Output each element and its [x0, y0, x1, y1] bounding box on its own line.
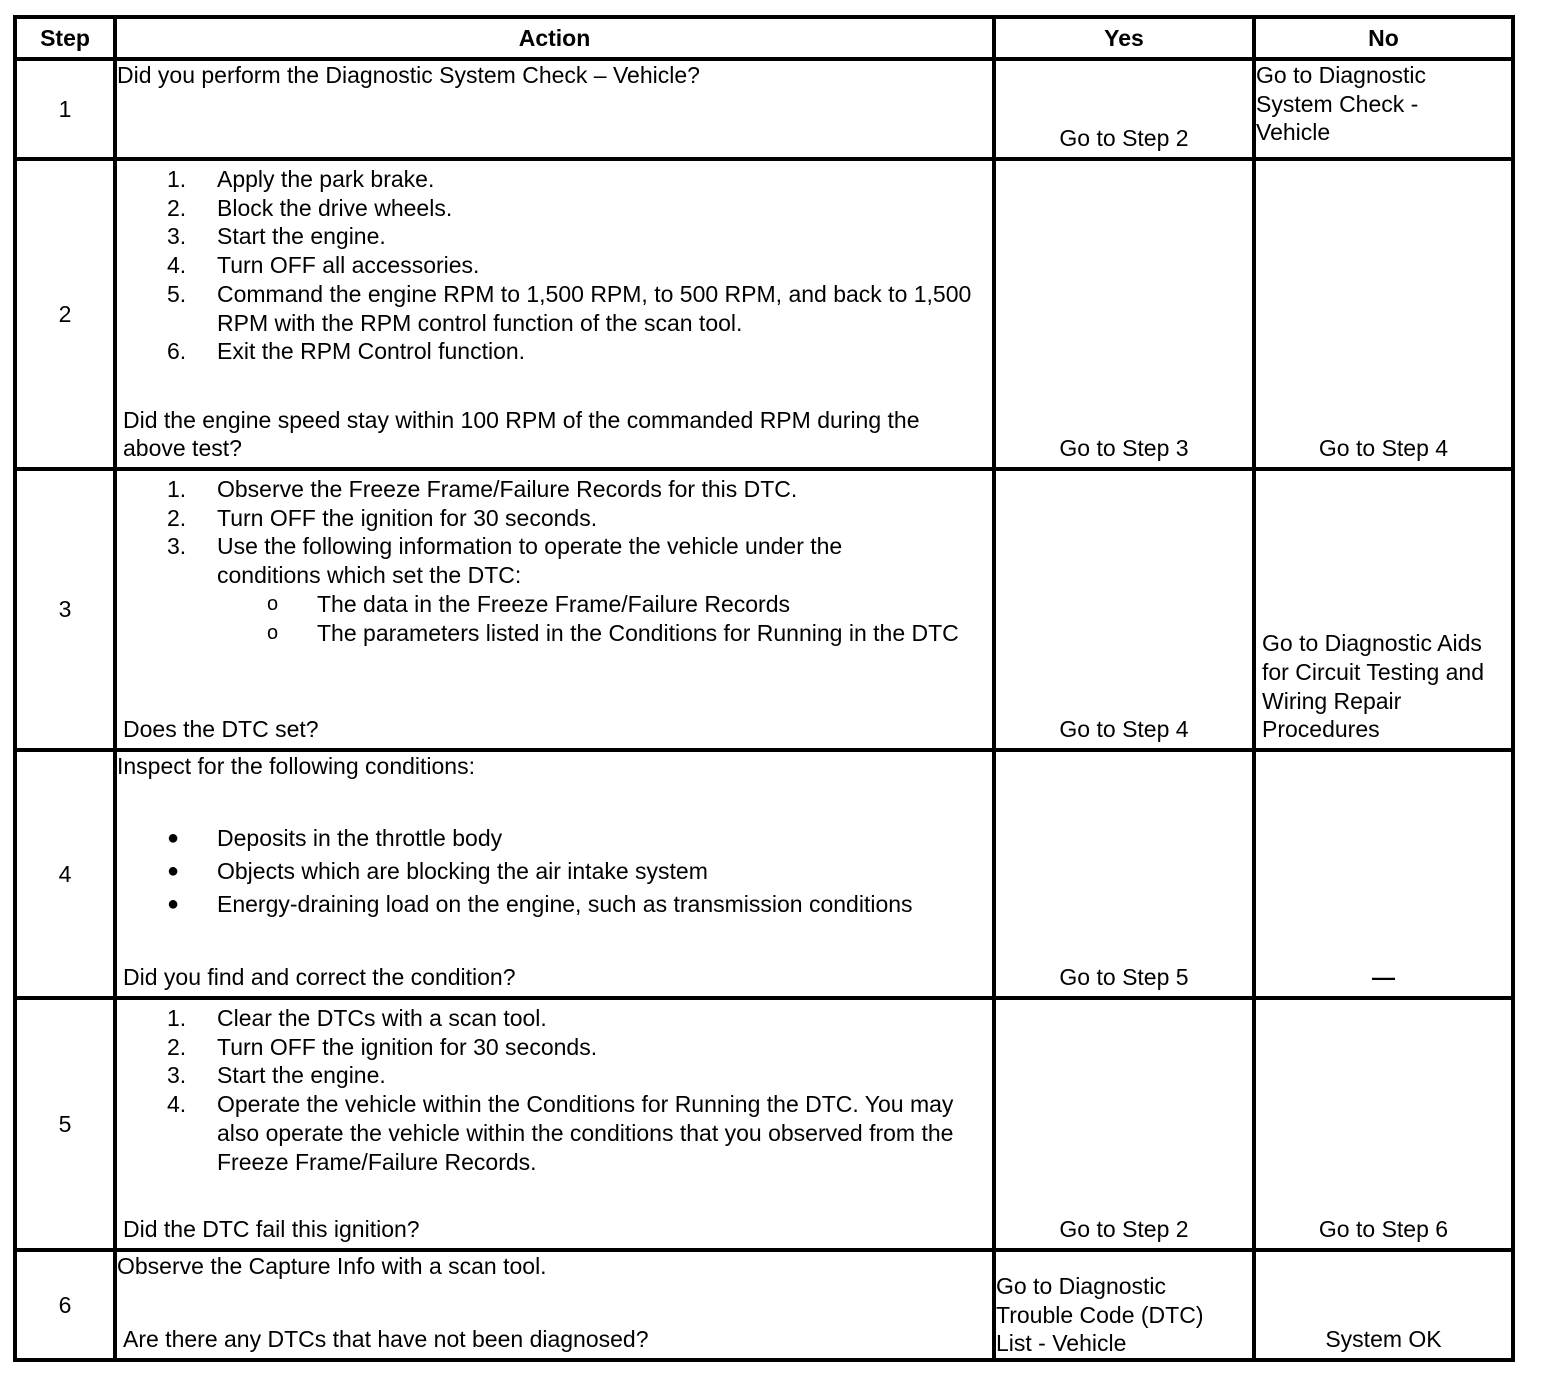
no-text: —: [1372, 964, 1395, 991]
list-text: Start the engine.: [217, 223, 386, 250]
list-text: Command the engine RPM to 1,500 RPM, to 500 RPM, and back to 1,500 RPM with the RPM control function of the scan tool.: [217, 280, 972, 336]
no-cell: [1254, 750, 1513, 998]
question-text: Does the DTC set?: [123, 716, 319, 743]
list-item: [117, 222, 992, 251]
list-text: Turn OFF all accessories.: [217, 252, 480, 279]
table-row-step-6: [15, 1250, 1513, 1360]
no-text-line: Procedures: [1262, 716, 1380, 743]
no-cell: [1254, 469, 1513, 750]
list-number: 2.: [167, 1033, 187, 1060]
list-item: [117, 337, 992, 366]
list-item: [117, 504, 992, 533]
list-text: Apply the park brake.: [217, 166, 435, 192]
list-text: Use the following information to operate the vehicle under the conditions which set the DTC:: [217, 533, 843, 589]
list-number: 2.: [167, 194, 187, 221]
yes-text: Go to Step 5: [1059, 964, 1189, 991]
step-number: 1: [15, 59, 115, 159]
list-text: Deposits in the throttle body: [217, 824, 503, 851]
table-row-step-1: [15, 59, 1513, 159]
no-text-line: System Check -: [1256, 90, 1419, 117]
list-text: Exit the RPM Control function.: [217, 338, 526, 365]
table-row-step-4: [15, 750, 1513, 998]
intro-text: Inspect for the following conditions:: [117, 753, 475, 779]
list-item: [117, 251, 992, 280]
list-item: [117, 194, 992, 223]
action-text: Did you perform the Diagnostic System Check – Vehicle?: [117, 62, 700, 88]
list-number: 1.: [167, 1005, 187, 1031]
no-text: Go to Step 6: [1318, 1216, 1449, 1243]
yes-text-line: Trouble Code (DTC): [996, 1301, 1204, 1328]
yes-cell: [994, 469, 1254, 750]
step-number: 5: [15, 998, 115, 1250]
list-number: 6.: [167, 338, 187, 365]
no-text-line: for Circuit Testing and: [1262, 658, 1485, 685]
question-text: Did the DTC fail this ignition?: [123, 1216, 420, 1243]
no-text-line: Wiring Repair: [1262, 687, 1402, 714]
step-number: 3: [15, 469, 115, 750]
header-step: Step: [15, 17, 115, 59]
list-item: [117, 1090, 992, 1176]
list-number: 3.: [167, 1062, 187, 1089]
sub-bullet: o: [267, 621, 279, 644]
table-row-step-2: [15, 159, 1513, 469]
list-text: Operate the vehicle within the Conditions for Running the DTC. You may also operate the vehicle within the conditions that you observed from the Freeze Frame/Failure Records.: [217, 1091, 954, 1175]
sub-list-item: [117, 590, 992, 619]
list-number: 3.: [167, 223, 187, 250]
header-no: No: [1254, 17, 1513, 59]
table-row-step-5: [15, 998, 1513, 1250]
no-cell: [1254, 59, 1513, 159]
action-cell: [115, 469, 994, 750]
no-cell: [1254, 1250, 1513, 1360]
list-text: Clear the DTCs with a scan tool.: [217, 1005, 547, 1031]
yes-text: Go to Step 3: [1059, 435, 1189, 462]
list-item: [117, 532, 992, 589]
question-text-line: Did the engine speed stay within 100 RPM of the commanded RPM during the: [123, 406, 920, 433]
list-text: Observe the Freeze Frame/Failure Records for this DTC.: [217, 476, 798, 502]
list-item: [117, 1061, 992, 1090]
list-number: 2.: [167, 504, 187, 531]
sub-text: The data in the Freeze Frame/Failure Records: [317, 590, 790, 617]
sub-text: The parameters listed in the Conditions for Running in the DTC: [317, 619, 959, 646]
list-number: 3.: [167, 533, 187, 560]
list-number: 4.: [167, 1091, 187, 1118]
step-number: 4: [15, 750, 115, 998]
action-cell: [115, 159, 994, 469]
yes-text: Go to Step 4: [1059, 716, 1189, 743]
yes-cell: [994, 1250, 1254, 1360]
no-text-line: Vehicle: [1256, 119, 1331, 146]
list-text: Start the engine.: [217, 1062, 386, 1089]
sub-bullet: o: [267, 592, 279, 615]
list-text: Energy-draining load on the engine, such as transmission conditions: [217, 891, 913, 918]
list-number: 1.: [167, 476, 187, 502]
header-yes: Yes: [994, 17, 1254, 59]
bullet-icon: ●: [167, 826, 180, 849]
no-text-line: Go to Diagnostic: [1256, 62, 1427, 88]
list-item: [117, 1033, 992, 1062]
step-number: 2: [15, 159, 115, 469]
step-number: 6: [15, 1250, 115, 1360]
yes-text: Go to Step 2: [1059, 1216, 1189, 1243]
question-text: Are there any DTCs that have not been diagnosed?: [123, 1326, 649, 1353]
list-number: 1.: [167, 166, 187, 192]
bullet-icon: ●: [167, 859, 180, 882]
header-row: [15, 17, 1513, 59]
list-number: 5.: [167, 280, 187, 307]
bullet-icon: ●: [167, 893, 180, 916]
intro-text: Observe the Capture Info with a scan tool.: [117, 1253, 547, 1279]
list-item: [117, 890, 992, 919]
list-number: 4.: [167, 252, 187, 279]
yes-text-line: Go to Diagnostic: [996, 1272, 1167, 1299]
header-action: Action: [115, 17, 994, 59]
no-text: System OK: [1325, 1326, 1442, 1353]
list-text: Objects which are blocking the air intake system: [217, 857, 708, 884]
action-cell: [115, 998, 994, 1250]
list-text: Block the drive wheels.: [217, 194, 453, 221]
action-cell: [115, 59, 994, 159]
no-cell: [1254, 159, 1513, 469]
question-text-line: above test?: [123, 435, 242, 462]
yes-cell: [994, 59, 1254, 159]
list-text: Turn OFF the ignition for 30 seconds.: [217, 504, 598, 531]
question-text: Did you find and correct the condition?: [123, 964, 516, 991]
no-text: Go to Step 4: [1318, 435, 1449, 462]
list-item: [117, 280, 992, 337]
yes-text: Go to Step 2: [1059, 125, 1189, 152]
action-cell: [115, 750, 994, 998]
list-text: Turn OFF the ignition for 30 seconds.: [217, 1033, 598, 1060]
list-item: [117, 165, 992, 194]
no-text-line: Go to Diagnostic Aids: [1262, 630, 1482, 657]
yes-cell: [994, 998, 1254, 1250]
yes-cell: [994, 750, 1254, 998]
list-item: [117, 475, 992, 504]
action-cell: [115, 1250, 994, 1360]
sub-list-item: [117, 619, 992, 648]
list-item: [117, 824, 992, 853]
diagnostic-table: [13, 15, 1515, 1362]
list-item: [117, 857, 992, 886]
yes-text-line: List - Vehicle: [996, 1330, 1127, 1357]
no-cell: [1254, 998, 1513, 1250]
yes-cell: [994, 159, 1254, 469]
table-row-step-3: [15, 469, 1513, 750]
list-item: [117, 1004, 992, 1033]
